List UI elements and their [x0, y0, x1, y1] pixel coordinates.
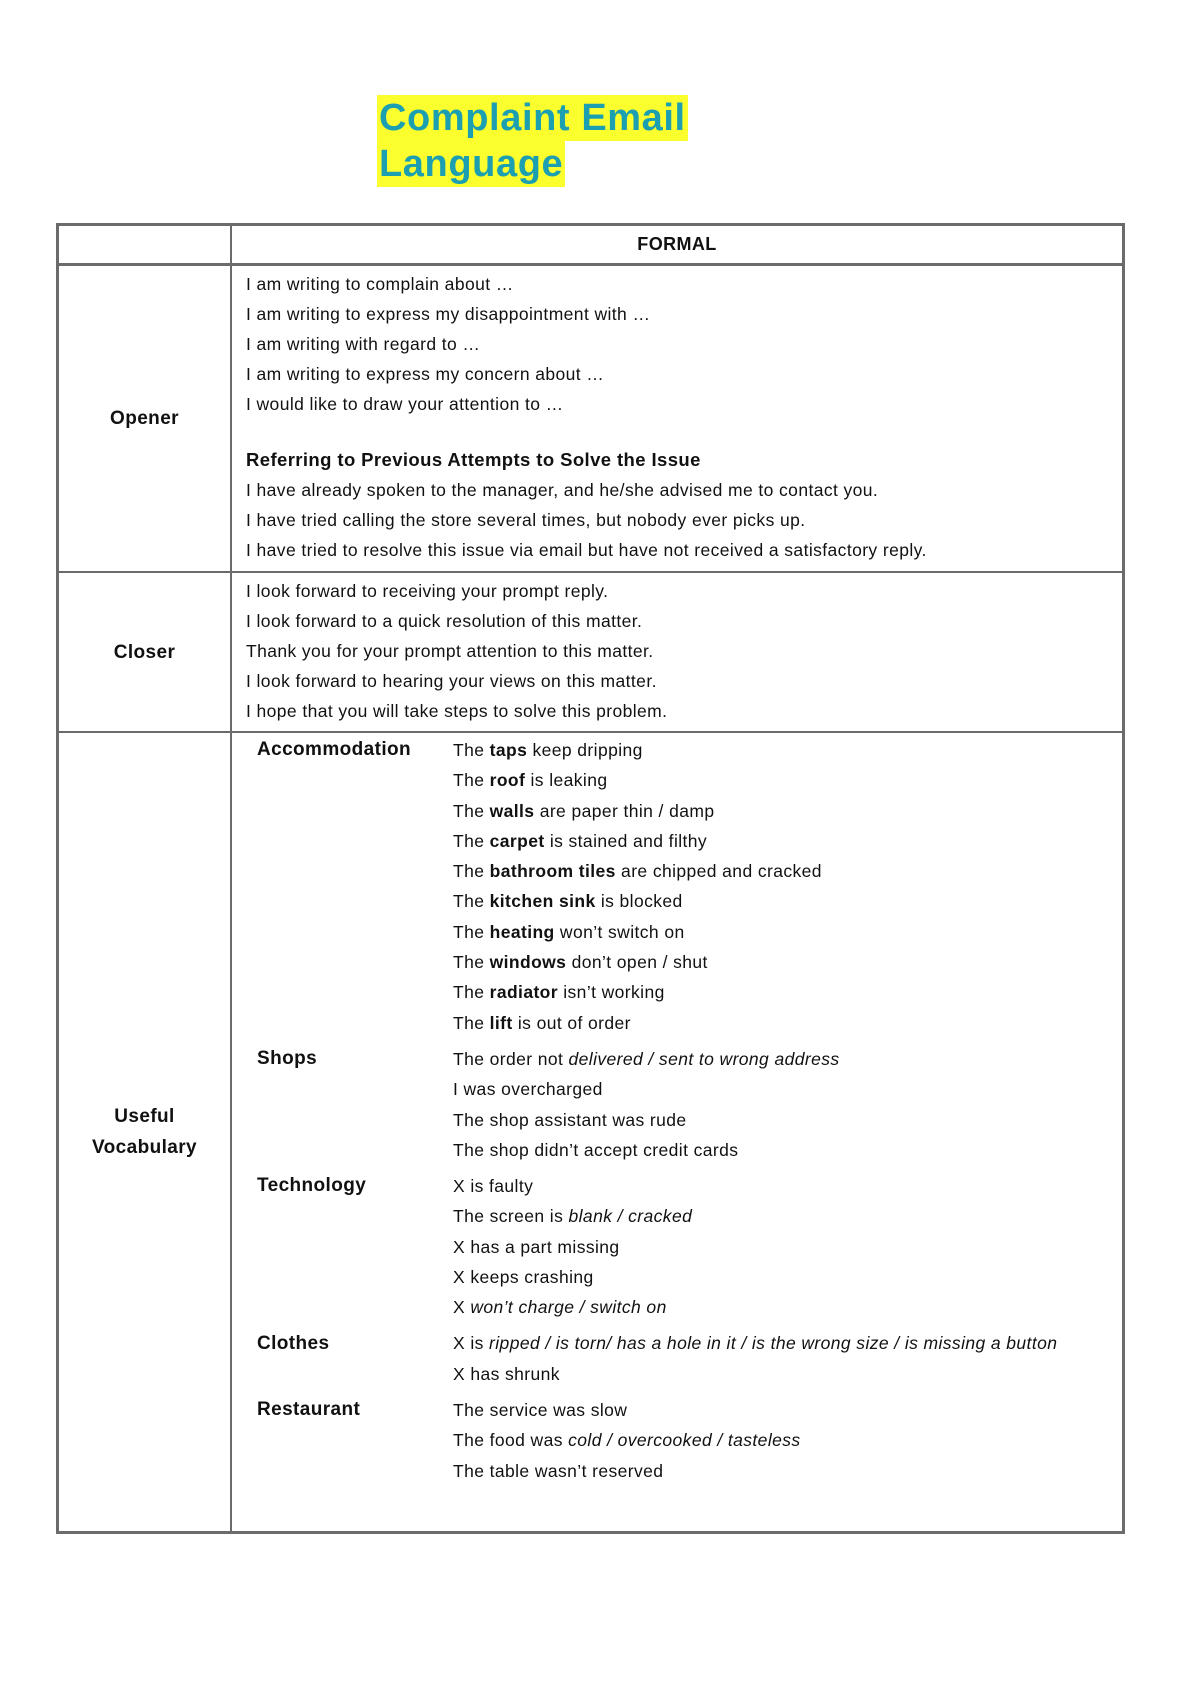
vocab-keyword: taps — [489, 740, 528, 760]
vocab-item — [453, 1395, 1117, 1425]
vocab-text: The screen is — [453, 1206, 569, 1227]
vocab-category — [257, 1329, 1117, 1389]
vocab-keyword: walls — [489, 800, 535, 821]
title-line-2: Language — [379, 143, 564, 185]
vocab-keyword: windows — [489, 952, 567, 973]
vocab-item — [453, 1171, 1117, 1201]
vocab-text: The — [453, 800, 490, 821]
vocab-item — [453, 917, 1117, 947]
vocab-text: X has shrunk — [453, 1363, 560, 1384]
vocab-text: is out of order — [512, 1012, 631, 1033]
vocab-text: won’t switch on — [554, 921, 685, 942]
closer-label: Closer — [113, 641, 176, 663]
vocab-text: The — [453, 921, 490, 942]
vocab-category — [257, 1044, 1117, 1165]
vocab-text: The — [453, 1012, 490, 1033]
vocab-text: The — [453, 982, 490, 1003]
column-divider — [230, 226, 232, 1531]
page-title — [377, 95, 688, 187]
vocab-text: keep dripping — [527, 740, 643, 760]
vocab-text: The shop assistant was rude — [453, 1109, 687, 1130]
vocab-text: The — [453, 891, 490, 912]
vocab-item — [453, 796, 1117, 826]
closer-phrase: I hope that you will take steps to solve this problem. — [246, 701, 668, 721]
vocab-text: The service was slow — [453, 1399, 628, 1420]
vocab-category-name: Shops — [257, 1047, 318, 1069]
closer-phrase: Thank you for your prompt attention to this matter. — [246, 641, 654, 661]
vocab-option-text: delivered / sent to wrong address — [568, 1048, 840, 1069]
vocab-item — [453, 765, 1117, 795]
vocab-items — [453, 1329, 1117, 1389]
row-label-vocabulary — [59, 733, 230, 1531]
closer-phrase: I look forward to hearing your views on this matter. — [246, 671, 657, 691]
column-header-formal: FORMAL — [637, 234, 717, 254]
opener-phrase: I am writing to complain about … — [246, 274, 514, 294]
phrase-table — [56, 223, 1125, 1534]
vocab-text: The — [453, 770, 490, 791]
vocab-item — [453, 1201, 1117, 1231]
vocab-item — [453, 977, 1117, 1007]
vocab-item — [453, 1262, 1117, 1292]
vocab-text: are chipped and cracked — [615, 861, 822, 882]
previous-attempt-phrase: I have tried calling the store several times, but nobody ever picks up. — [246, 510, 806, 530]
vocab-text: X keeps crashing — [453, 1267, 594, 1288]
vocabulary-label-line-1: Useful — [114, 1106, 175, 1127]
vocab-text: don’t open / shut — [566, 952, 708, 973]
previous-attempts-heading: Referring to Previous Attempts to Solve the Issue — [246, 449, 701, 470]
opener-phrase: I am writing to express my concern about … — [246, 364, 605, 384]
vocab-text: X — [453, 1297, 471, 1318]
vocab-text: I was overcharged — [453, 1079, 603, 1100]
opener-phrases — [246, 269, 1114, 565]
vocab-text: are paper thin / damp — [534, 800, 715, 821]
previous-attempt-phrase: I have already spoken to the manager, and he/she advised me to contact you. — [246, 480, 879, 500]
vocab-text: X is faulty — [453, 1176, 534, 1197]
row-label-opener — [59, 266, 230, 571]
opener-phrase: I am writing with regard to … — [246, 334, 481, 354]
vocab-text: isn’t working — [557, 982, 665, 1003]
vocab-text: The table wasn’t reserved — [453, 1460, 664, 1481]
vocab-category-name: Technology — [257, 1175, 367, 1197]
vocab-item — [453, 1329, 1117, 1359]
vocab-item — [453, 886, 1117, 916]
vocab-item — [453, 1425, 1117, 1455]
vocab-items — [453, 735, 1117, 1038]
vocab-category-name: Restaurant — [257, 1398, 361, 1420]
vocab-text: The — [453, 830, 490, 851]
vocab-item — [453, 1135, 1117, 1165]
closer-phrase: I look forward to receiving your prompt reply. — [246, 581, 609, 601]
vocab-keyword: kitchen sink — [489, 891, 596, 912]
vocab-items — [453, 1044, 1117, 1165]
closer-phrases — [246, 576, 1114, 726]
vocab-keyword: bathroom tiles — [489, 861, 616, 882]
vocab-item — [453, 1232, 1117, 1262]
vocab-category — [257, 735, 1117, 1038]
vocab-keyword: roof — [489, 770, 526, 791]
vocab-text: is blocked — [595, 891, 683, 912]
vocab-text: is leaking — [525, 770, 608, 791]
vocab-text: The food was — [453, 1430, 569, 1451]
vocab-item — [453, 1456, 1117, 1486]
vocab-item — [453, 1074, 1117, 1104]
vocab-item — [453, 1359, 1117, 1389]
vocab-items — [453, 1171, 1117, 1322]
row-label-closer — [59, 573, 230, 731]
vocab-text: X is — [453, 1332, 490, 1353]
vocab-option-text: ripped / is torn/ has a hole in it / is the wrong size / is missing a button — [489, 1332, 1058, 1353]
opener-label: Opener — [110, 408, 179, 429]
vocabulary-list — [257, 735, 1117, 1492]
title-line-1: Complaint Email — [379, 97, 686, 139]
vocab-item — [453, 947, 1117, 977]
vocab-category — [257, 1171, 1117, 1322]
vocab-item — [453, 1105, 1117, 1135]
vocab-option-text: won’t charge / switch on — [470, 1297, 667, 1318]
vocab-item — [453, 856, 1117, 886]
vocab-text: The — [453, 861, 490, 882]
vocab-option-text: blank / cracked — [568, 1206, 693, 1227]
vocab-text: The — [453, 952, 490, 973]
vocab-text: The order not — [453, 1048, 569, 1069]
previous-attempt-phrase: I have tried to resolve this issue via email but have not received a satisfactory reply. — [246, 540, 927, 560]
closer-phrase: I look forward to a quick resolution of this matter. — [246, 611, 643, 631]
vocab-keyword: radiator — [489, 982, 558, 1003]
vocab-category-name: Accommodation — [257, 739, 412, 760]
vocab-item — [453, 1044, 1117, 1074]
opener-phrase: I am writing to express my disappointment with … — [246, 304, 651, 324]
vocab-category-name: Clothes — [257, 1332, 330, 1354]
vocab-category — [257, 1395, 1117, 1486]
vocab-text: is stained and filthy — [544, 830, 708, 851]
vocab-item — [453, 826, 1117, 856]
vocab-keyword: carpet — [489, 830, 545, 851]
vocab-text: The shop didn’t accept credit cards — [453, 1139, 739, 1160]
vocab-items — [453, 1395, 1117, 1486]
vocab-item — [453, 1008, 1117, 1038]
vocab-text: The — [453, 740, 490, 760]
opener-phrase: I would like to draw your attention to … — [246, 394, 564, 414]
vocab-item — [453, 735, 1117, 765]
vocab-text: X has a part missing — [453, 1236, 620, 1257]
vocabulary-label-line-2: Vocabulary — [91, 1137, 198, 1158]
vocab-option-text: cold / overcooked / tasteless — [568, 1430, 801, 1451]
vocab-keyword: lift — [489, 1012, 513, 1033]
vocab-keyword: heating — [489, 921, 555, 942]
vocab-item — [453, 1292, 1117, 1322]
